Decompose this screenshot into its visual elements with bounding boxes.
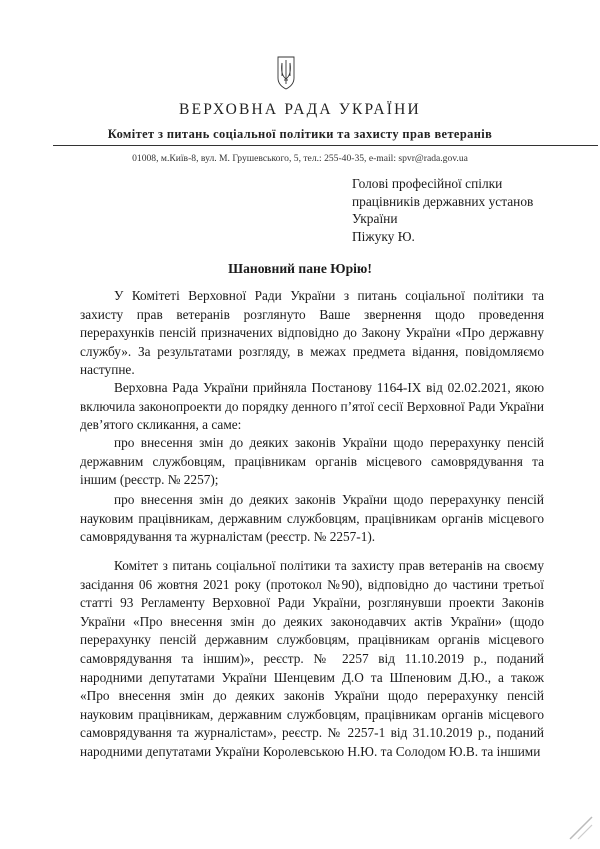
body-paragraph: Комітет з питань соціальної політики та захисту прав ветеранів на своєму засідання 06 жовтня 2021 року (протокол №90), відповідно до частини третьої статті 93 Регламенту Верховної Ради України, розглянувши проекти Законів України «Про внесення змін до деяких законодавчих актів України» (щодо перерахунку пенсій державним службовцям, працівникам органів місцевого самоврядування та іншим)», реєстр. № 2257 від 11.10.2019 р., поданий народними депутатами України Шенцевим Д.О та Шпеновим Д.Ю., а також «Про внесення змін до деяких законів України щодо перерахунку пенсій науковим працівникам, державним службовцям, працівникам органів місцевого самоврядування та журналістам», реєстр. № 2257-1 від 31.10.2019 р., поданий народними депутатами України Королевською Н.Ю. та Солодом Ю.В. та іншими [80, 558, 544, 759]
recipient-line: працівників державних установ [352, 193, 534, 209]
org-name: ВЕРХОВНА РАДА УКРАЇНИ [179, 101, 421, 118]
body-paragraph: про внесення змін до деяких законів України щодо перерахунку пенсій державним службовцям, працівникам органів місцевого самоврядування та іншим (реєстр. № 2257); [80, 435, 544, 488]
letterhead-divider [53, 145, 598, 146]
committee-name: Комітет з питань соціальної політики та захисту прав ветеранів [107, 127, 493, 141]
body-paragraph: про внесення змін до деяких законів України щодо перерахунку пенсій науковим працівникам, державним службовцям, працівникам органів місцевого самоврядування та журналістам (реєстр. № 2257-1). [80, 492, 544, 545]
trident-icon [276, 54, 296, 90]
recipient-line: Голові професійної спілки [352, 176, 503, 191]
body-paragraph: У Комітеті Верховної Ради України з питань соціальної політики та захисту прав ветеранів розглянуто Ваше звернення щодо проведення перерахунків пенсій призначених відповідно до Закону України «Про державну службу». За результатами розгляду, в межах предмета відання, повідомляємо наступне. [80, 288, 544, 378]
body-paragraph: Верховна Рада України прийняла Постанову 1164-IX від 02.02.2021, якою включила законопроекти до порядку денного п’ятої сесії Верховної Ради України дев’ятого скликання, а саме: [80, 380, 544, 433]
salutation: Шановний пане Юрію! [228, 261, 372, 276]
page-corner-mark [566, 813, 596, 843]
recipient-block [352, 175, 582, 245]
recipient-line: Піжуку Ю. [352, 228, 415, 244]
committee-address: 01008, м.Київ-8, вул. М. Грушевського, 5, тел.: 255-40-35, e-mail: spvr@rada.gov.ua [132, 153, 468, 164]
recipient-line: України [352, 211, 398, 226]
